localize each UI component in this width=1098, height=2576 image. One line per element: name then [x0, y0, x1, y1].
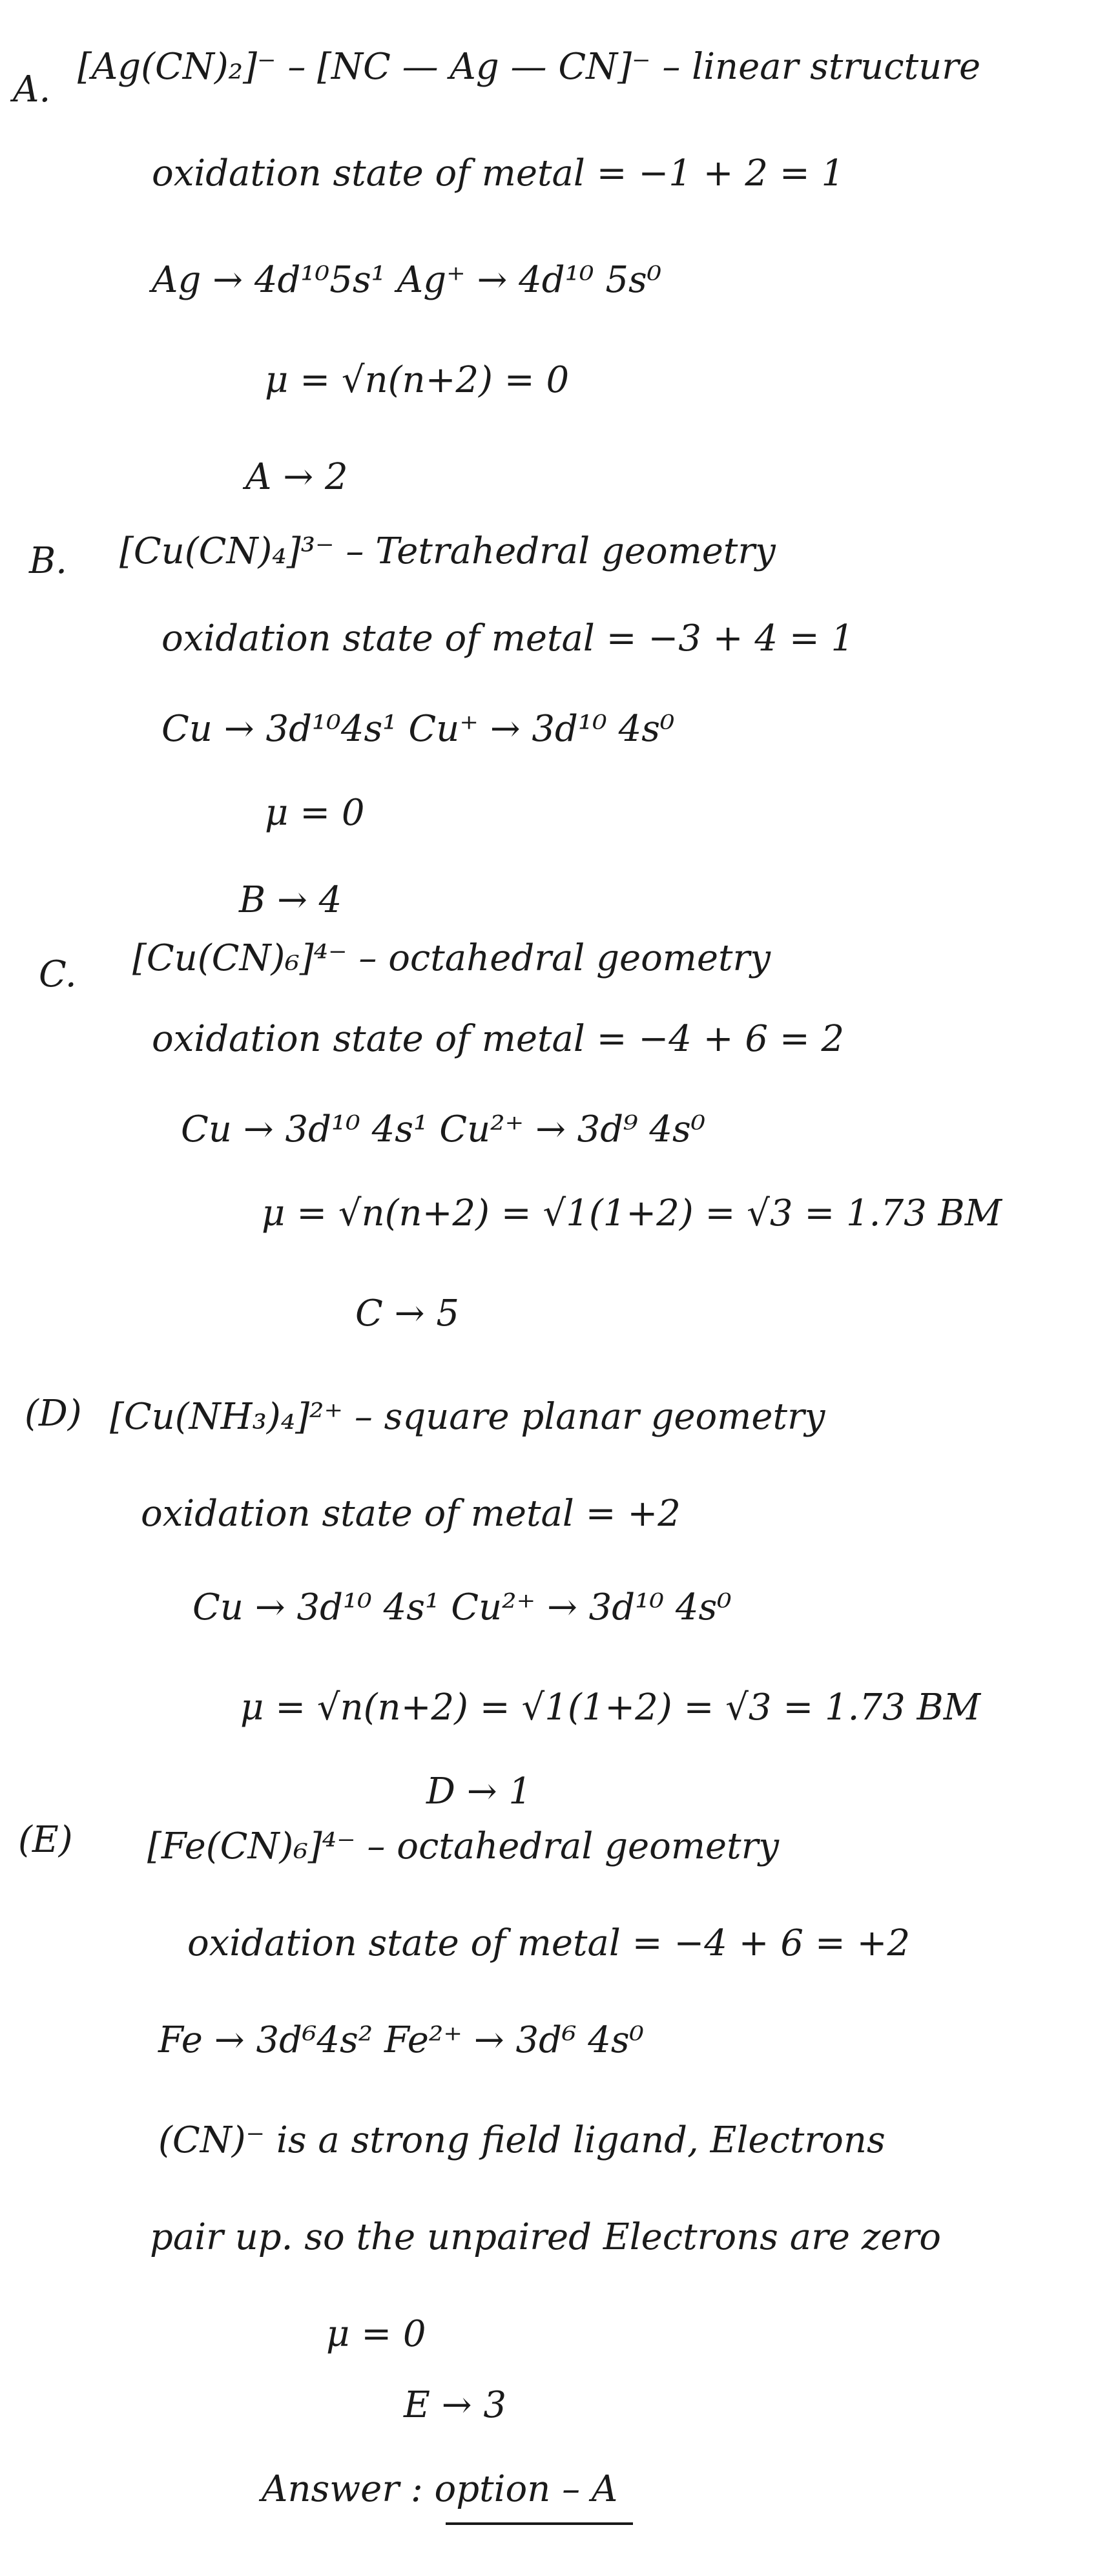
section-b-match: B → 4 — [239, 879, 342, 921]
section-d-oxidation-state: oxidation state of metal = +2 — [141, 1493, 681, 1535]
section-a-magnetic-moment: μ = √n(n+2) = 0 — [265, 359, 570, 401]
section-c-magnetic-moment: μ = √n(n+2) = √1(1+2) = √3 = 1.73 BM — [262, 1192, 1002, 1234]
section-d-label: (D) — [25, 1393, 82, 1435]
section-a-match: A → 2 — [245, 456, 348, 498]
section-c-label: C. — [39, 953, 77, 995]
section-d-electron-config: Cu → 3d¹⁰ 4s¹ Cu²⁺ → 3d¹⁰ 4s⁰ — [192, 1586, 732, 1628]
section-a-label: A. — [13, 68, 51, 110]
section-a-oxidation-state: oxidation state of metal = −1 + 2 = 1 — [152, 152, 845, 194]
section-b-electron-config: Cu → 3d¹⁰4s¹ Cu⁺ → 3d¹⁰ 4s⁰ — [161, 708, 675, 750]
section-e-title: [Fe(CN)₆]⁴⁻ – octahedral geometry — [147, 1825, 779, 1867]
section-e-note-line2: pair up. so the unpaired Electrons are zero — [150, 2216, 941, 2258]
section-a-title: [Ag(CN)₂]⁻ – [NC — Ag — CN]⁻ – linear structure — [78, 46, 981, 88]
section-c-title: [Cu(CN)₆]⁴⁻ – octahedral geometry — [132, 937, 771, 979]
section-e-magnetic-moment: μ = 0 — [326, 2313, 426, 2355]
section-e-match: E → 3 — [404, 2384, 507, 2426]
section-c-match: C → 5 — [355, 1293, 459, 1335]
section-c-oxidation-state: oxidation state of metal = −4 + 6 = 2 — [152, 1018, 845, 1060]
section-b-magnetic-moment: μ = 0 — [265, 792, 365, 834]
section-e-label: (E) — [18, 1819, 73, 1861]
section-e-oxidation-state: oxidation state of metal = −4 + 6 = +2 — [187, 1922, 911, 1964]
section-d-magnetic-moment: μ = √n(n+2) = √1(1+2) = √3 = 1.73 BM — [240, 1687, 981, 1729]
answer-underline — [446, 2522, 633, 2525]
section-b-title: [Cu(CN)₄]³⁻ – Tetrahedral geometry — [119, 530, 776, 572]
section-b-oxidation-state: oxidation state of metal = −3 + 4 = 1 — [161, 618, 855, 660]
section-d-title: [Cu(NH₃)₄]²⁺ – square planar geometry — [110, 1396, 825, 1438]
section-e-note-line1: (CN)⁻ is a strong field ligand, Electrons — [158, 2119, 886, 2161]
section-b-label: B. — [29, 540, 67, 582]
section-d-match: D → 1 — [426, 1771, 532, 1813]
section-c-electron-config: Cu → 3d¹⁰ 4s¹ Cu²⁺ → 3d⁹ 4s⁰ — [181, 1108, 706, 1150]
section-a-electron-config: Ag → 4d¹⁰5s¹ Ag⁺ → 4d¹⁰ 5s⁰ — [152, 259, 662, 301]
final-answer: Answer : option – A — [262, 2468, 618, 2510]
section-e-electron-config: Fe → 3d⁶4s² Fe²⁺ → 3d⁶ 4s⁰ — [158, 2019, 645, 2061]
